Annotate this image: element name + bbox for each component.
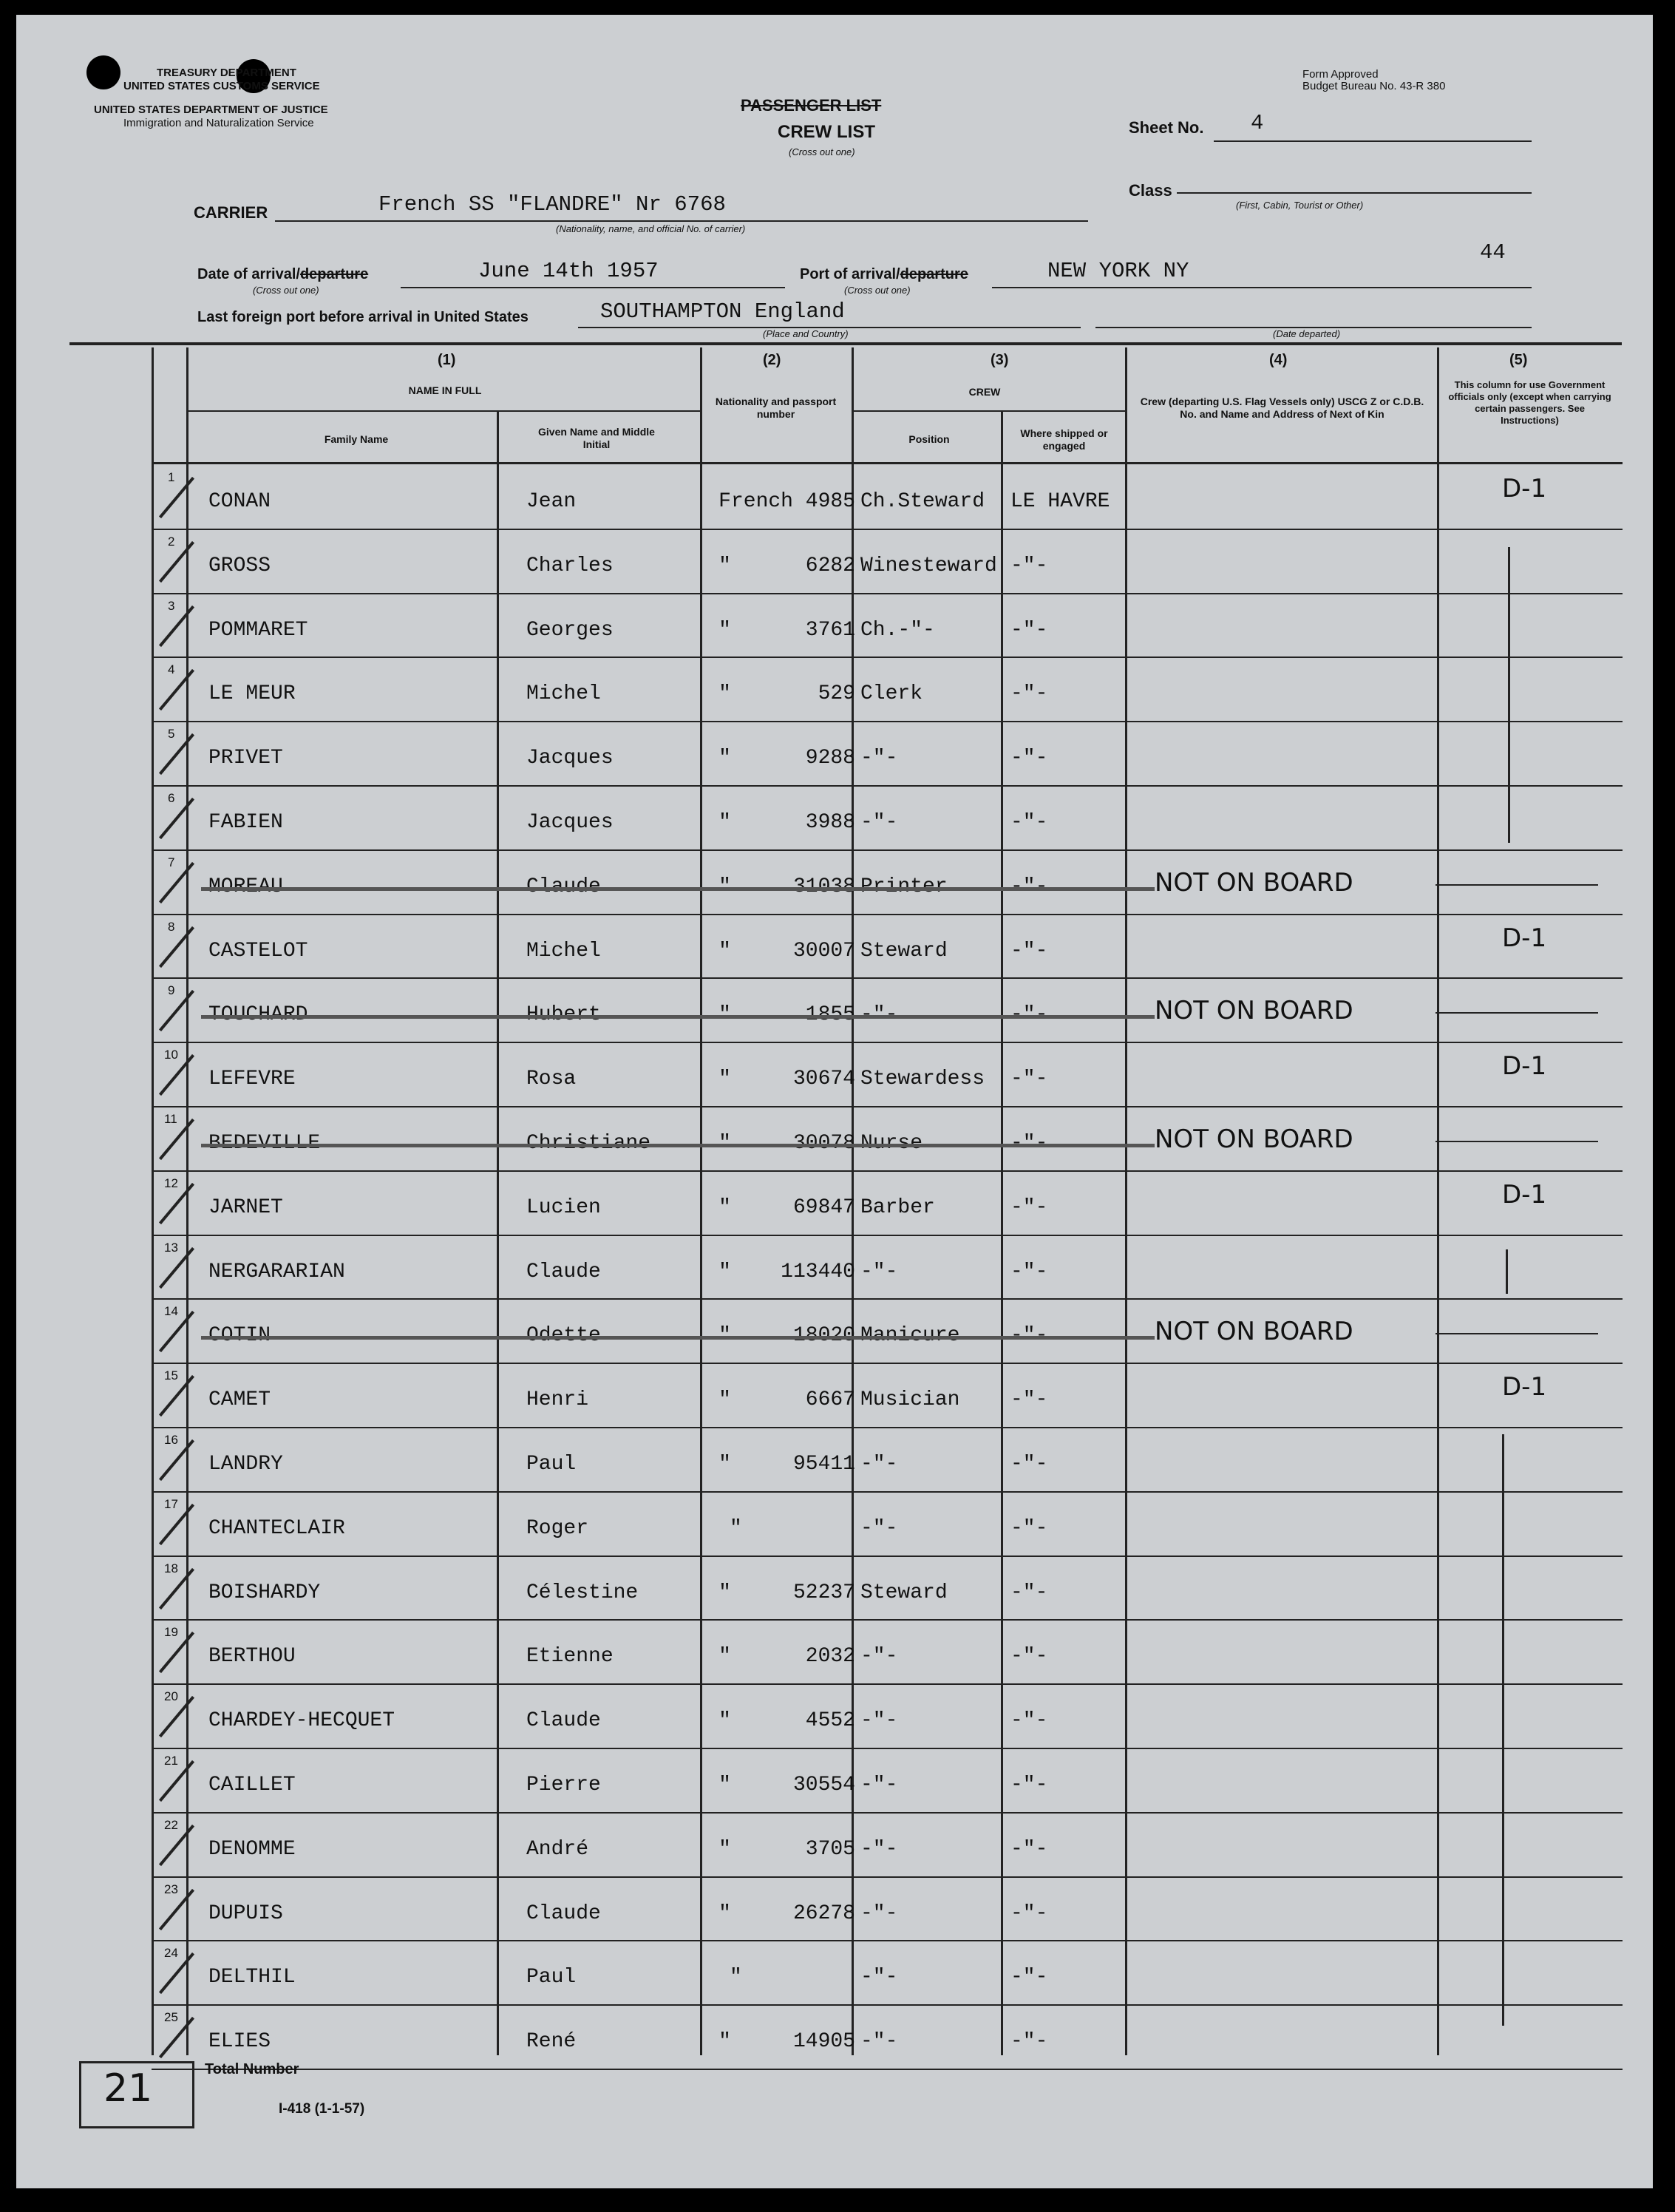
gov-official-mark: D-1 [1502,1372,1547,1402]
row-number: 24 [164,1946,178,1961]
given-name-cell: Claude [526,1901,601,1925]
not-on-board-underline [1436,1012,1598,1014]
row-number: 6 [168,791,175,805]
position-cell: Ch.-"- [860,618,935,642]
where-shipped-cell: -"- [1010,939,1048,963]
position-cell: Stewardess [860,1068,985,1091]
row-rule [152,785,1623,787]
not-on-board-note: NOT ON BOARD [1155,1317,1353,1347]
given-name-cell: Claude [526,1260,601,1283]
nationality-passport-cell: " [730,1966,742,1989]
where-shipped-cell: -"- [1010,1901,1048,1925]
gov-official-mark: D-1 [1502,474,1547,503]
row-number: 4 [168,662,175,677]
total-value: 21 [103,2066,153,2111]
row-number: 18 [164,1561,178,1575]
title-note: (Cross out one) [789,146,855,157]
position-cell: -"- [860,811,898,834]
where-shipped-cell: -"- [1010,1388,1048,1412]
sheet-handwritten-number: 44 [1480,240,1506,265]
col2-title: Nationality and passport number [715,396,837,420]
position-cell: -"- [860,1966,898,1989]
family-name-cell: PRIVET [208,747,283,770]
col1-number: (1) [438,352,456,368]
where-shipped-cell: -"- [1010,1837,1048,1861]
given-name-cell: Roger [526,1516,589,1540]
family-name-cell: DUPUIS [208,1901,283,1925]
port-label: Port of arrival/departure [800,266,968,282]
title-struck: PASSENGER LIST [741,96,882,115]
gov-official-mark: D-1 [1502,923,1547,953]
not-on-board-underline [1436,1141,1598,1142]
family-name-cell: NERGARARIAN [208,1260,345,1283]
col-rule-next-of-kin [1125,347,1127,2055]
position-cell: -"- [860,1516,898,1540]
row-rule [152,657,1623,658]
row-rule [152,2004,1623,2006]
row-number: 9 [168,983,175,998]
nationality-passport-cell: " 30674 [718,1068,855,1091]
row-number: 16 [164,1433,178,1447]
row-strikethrough [201,1015,1155,1019]
document-page [16,15,1653,2188]
row-number: 2 [168,534,175,549]
last-port-value: SOUTHAMPTON England [600,299,845,324]
col5-title: This column for use Government officials only (except when carrying certain passengers. See Instructions) [1448,379,1611,426]
class-note: (First, Cabin, Tourist or Other) [1236,200,1364,211]
row-number: 3 [168,598,175,613]
position-cell: -"- [860,1260,898,1283]
row-check-mark [159,733,194,775]
row-check-mark [159,926,194,967]
where-shipped-cell: -"- [1010,682,1048,706]
position-cell: Winesteward [860,554,997,577]
where-shipped-cell: -"- [1010,1581,1048,1604]
nationality-passport-cell: " 30007 [718,939,855,963]
row-check-mark [159,990,194,1031]
where-shipped-cell: -"- [1010,1774,1048,1797]
given-name-cell: Lucien [526,1195,601,1219]
col2-number: (2) [763,352,781,368]
row-check-mark [159,862,194,903]
nationality-passport-cell: " 30554 [718,1774,855,1797]
agency-line-4: Immigration and Naturalization Service [123,117,314,129]
nationality-passport-cell: " 2032 [718,1645,855,1669]
row-number: 23 [164,1882,178,1896]
row-rule [152,1683,1623,1685]
given-name-cell: Henri [526,1388,589,1412]
row-rule [152,914,1623,915]
position-cell: Barber [860,1195,935,1219]
where-shipped-cell: -"- [1010,554,1048,577]
nationality-passport-cell: " 6667 [718,1388,855,1412]
class-label: Class [1129,181,1172,200]
col3-title: CREW [968,386,1001,398]
col1-sub-rule [186,410,700,412]
col-rule-family [186,347,188,2055]
position-cell: Clerk [860,682,923,706]
row-rule [152,1940,1623,1941]
given-name-cell: Etienne [526,1645,614,1669]
position-cell: -"- [860,2030,898,2054]
row-number: 22 [164,1817,178,1832]
family-name-cell: LANDRY [208,1453,283,1476]
row-number: 20 [164,1689,178,1704]
header-bottom-rule [152,462,1623,464]
given-name-cell: Rosa [526,1068,577,1091]
position-cell: -"- [860,1453,898,1476]
where-shipped-cell: -"- [1010,1195,1048,1219]
given-name-cell: Paul [526,1453,577,1476]
form-approved-line-2: Budget Bureau No. 43-R 380 [1302,80,1446,92]
row-rule [152,1876,1623,1878]
row-strikethrough [201,1144,1155,1147]
nationality-passport-cell: " 95411 [718,1453,855,1476]
arrival-date-value: June 14th 1957 [478,259,659,283]
nationality-passport-cell: " 4552 [718,1709,855,1733]
table-top-rule [69,342,1622,345]
sheet-label: Sheet No. [1129,118,1204,137]
where-shipped-cell: -"- [1010,1516,1048,1540]
row-rule [152,1106,1623,1107]
arrival-date-underline [401,287,785,288]
row-number: 7 [168,855,175,869]
row-number: 14 [164,1304,178,1319]
nationality-passport-cell: " 9288 [718,747,855,770]
col5-number: (5) [1509,352,1528,368]
gov-ditto-line-1 [1508,547,1510,843]
family-name-cell: POMMARET [208,618,308,642]
col3-number: (3) [991,352,1009,368]
arrival-date-label: Date of arrival/departure [197,266,369,282]
row-number: 1 [168,470,175,484]
row-strikethrough [201,887,1155,891]
gov-ditto-line-3 [1502,1434,1504,2026]
nationality-passport-cell: " 3761 [718,618,855,642]
family-name-cell: FABIEN [208,811,283,834]
row-rule [152,2069,1623,2070]
arrival-date-note: (Cross out one) [253,285,319,296]
position-cell: Ch.Steward [860,490,985,513]
nationality-passport-cell: " 14905 [718,2030,855,2054]
where-shipped-cell: -"- [1010,1453,1048,1476]
last-port-note: (Place and Country) [763,328,849,339]
punch-hole-left [86,55,120,89]
agency-line-1: TREASURY DEPARTMENT [157,67,296,79]
not-on-board-note: NOT ON BOARD [1155,867,1353,898]
family-name-cell: CHARDEY-HECQUET [208,1709,395,1733]
row-number: 25 [164,2010,178,2025]
row-rule [152,1491,1623,1493]
position-cell: Musician [860,1388,960,1412]
nationality-passport-cell: " 6282 [718,554,855,577]
family-name-header: Family Name [324,433,389,445]
col-rule-num [152,347,154,2055]
agency-line-2: UNITED STATES CUSTOMS SERVICE [123,80,320,92]
family-name-cell: BERTHOU [208,1645,296,1669]
where-shipped-cell: LE HAVRE [1010,490,1110,513]
position-cell: -"- [860,1709,898,1733]
agency-line-3: UNITED STATES DEPARTMENT OF JUSTICE [94,104,328,116]
row-rule [152,1363,1623,1364]
position-cell: -"- [860,1774,898,1797]
row-number: 11 [164,1112,177,1126]
nationality-passport-cell: " 113440 [718,1260,855,1283]
given-name-cell: Jacques [526,811,614,834]
carrier-value: French SS "FLANDRE" Nr 6768 [378,192,726,217]
nationality-passport-cell: " 3988 [718,811,855,834]
nationality-passport-cell: " 69847 [718,1195,855,1219]
where-shipped-cell: -"- [1010,2030,1048,2054]
position-cell: -"- [860,1901,898,1925]
where-shipped-cell: -"- [1010,1068,1048,1091]
family-name-cell: LEFEVRE [208,1068,296,1091]
given-name-cell: Charles [526,554,614,577]
family-name-cell: CONAN [208,490,271,513]
row-rule [152,529,1623,530]
gov-ditto-line-2 [1506,1249,1508,1294]
carrier-underline [275,220,1088,222]
position-cell: -"- [860,747,898,770]
family-name-cell: CAILLET [208,1774,296,1797]
where-shipped-cell: -"- [1010,811,1048,834]
row-check-mark [159,605,194,646]
position-cell: -"- [860,1645,898,1669]
family-name-cell: DELTHIL [208,1966,296,1989]
nationality-passport-cell: " [730,1516,742,1540]
row-rule [152,721,1623,722]
row-number: 19 [164,1625,178,1640]
col3-sub-rule [852,410,1125,412]
port-note: (Cross out one) [844,285,911,296]
family-name-cell: CHANTECLAIR [208,1516,345,1540]
date-departed-note: (Date departed) [1273,328,1341,339]
row-rule [152,849,1623,851]
row-rule [152,977,1623,979]
row-rule [152,1170,1623,1172]
row-rule [152,1748,1623,1749]
col4-number: (4) [1269,352,1288,368]
family-name-cell: ELIES [208,2030,271,2054]
position-cell: -"- [860,1837,898,1861]
class-underline [1177,192,1532,194]
family-name-cell: CAMET [208,1388,271,1412]
given-name-cell: Jacques [526,747,614,770]
col4-title: Crew (departing U.S. Flag Vessels only) USCG Z or C.D.B. No. and Name and Address of Next of Kin [1140,396,1424,420]
row-check-mark [159,798,194,839]
not-on-board-note: NOT ON BOARD [1155,996,1353,1026]
row-check-mark [159,669,194,710]
family-name-cell: GROSS [208,554,271,577]
row-rule [152,1042,1623,1043]
port-value: NEW YORK NY [1047,259,1189,283]
row-number: 13 [164,1240,178,1255]
nationality-passport-cell: " 529 [718,682,855,706]
row-number: 17 [164,1496,178,1511]
family-name-cell: JARNET [208,1195,283,1219]
row-check-mark [159,477,194,518]
row-rule [152,1619,1623,1621]
port-underline [992,287,1532,288]
total-label: Total Number [205,2061,299,2077]
nationality-passport-cell: French 4985 [718,490,855,513]
row-rule [152,1427,1623,1428]
given-name-cell: Michel [526,682,601,706]
row-number: 5 [168,727,175,742]
given-name-cell: Paul [526,1966,577,1989]
given-name-cell: Claude [526,1709,601,1733]
where-shipped-cell: -"- [1010,1966,1048,1989]
row-number: 21 [164,1754,178,1768]
row-number: 8 [168,919,175,934]
col-rule-gov [1437,347,1439,2055]
given-name-cell: René [526,2030,577,2054]
nationality-passport-cell: " 3705 [718,1837,855,1861]
position-header: Position [908,433,950,445]
where-shipped-header: Where shipped or engaged [1020,427,1108,452]
row-rule [152,1812,1623,1814]
given-name-header: Given Name and Middle Initial [538,426,655,450]
not-on-board-underline [1436,884,1598,886]
row-rule [152,1555,1623,1557]
sheet-underline [1214,140,1532,142]
form-approved-line-1: Form Approved [1302,68,1379,81]
gov-official-mark: D-1 [1502,1179,1547,1210]
row-rule [152,593,1623,594]
family-name-cell: CASTELOT [208,939,308,963]
row-rule [152,1298,1623,1300]
where-shipped-cell: -"- [1010,747,1048,770]
given-name-cell: Pierre [526,1774,601,1797]
row-strikethrough [201,1336,1155,1340]
given-name-cell: Célestine [526,1581,639,1604]
last-port-label: Last foreign port before arrival in United States [197,309,529,325]
not-on-board-note: NOT ON BOARD [1155,1124,1353,1154]
given-name-cell: André [526,1837,589,1861]
family-name-cell: LE MEUR [208,682,296,706]
row-rule [152,1235,1623,1236]
col1-title: NAME IN FULL [408,384,482,396]
position-cell: Steward [860,939,948,963]
row-number: 15 [164,1368,178,1383]
given-name-cell: Georges [526,618,614,642]
carrier-label: CARRIER [194,203,268,222]
given-name-cell: Jean [526,490,577,513]
position-cell: Steward [860,1581,948,1604]
nationality-passport-cell: " 26278 [718,1901,855,1925]
where-shipped-cell: -"- [1010,1645,1048,1669]
given-name-cell: Michel [526,939,601,963]
row-number: 10 [164,1048,178,1062]
gov-official-mark: D-1 [1502,1051,1547,1082]
sheet-value: 4 [1251,111,1264,135]
where-shipped-cell: -"- [1010,618,1048,642]
form-code: I-418 (1-1-57) [279,2101,365,2117]
row-number: 12 [164,1175,178,1190]
where-shipped-cell: -"- [1010,1260,1048,1283]
not-on-board-underline [1436,1333,1598,1334]
where-shipped-cell: -"- [1010,1709,1048,1733]
nationality-passport-cell: " 52237 [718,1581,855,1604]
row-check-mark [159,541,194,583]
title-main: CREW LIST [778,122,875,142]
family-name-cell: DENOMME [208,1837,296,1861]
carrier-note: (Nationality, name, and official No. of carrier) [556,223,746,234]
family-name-cell: BOISHARDY [208,1581,321,1604]
